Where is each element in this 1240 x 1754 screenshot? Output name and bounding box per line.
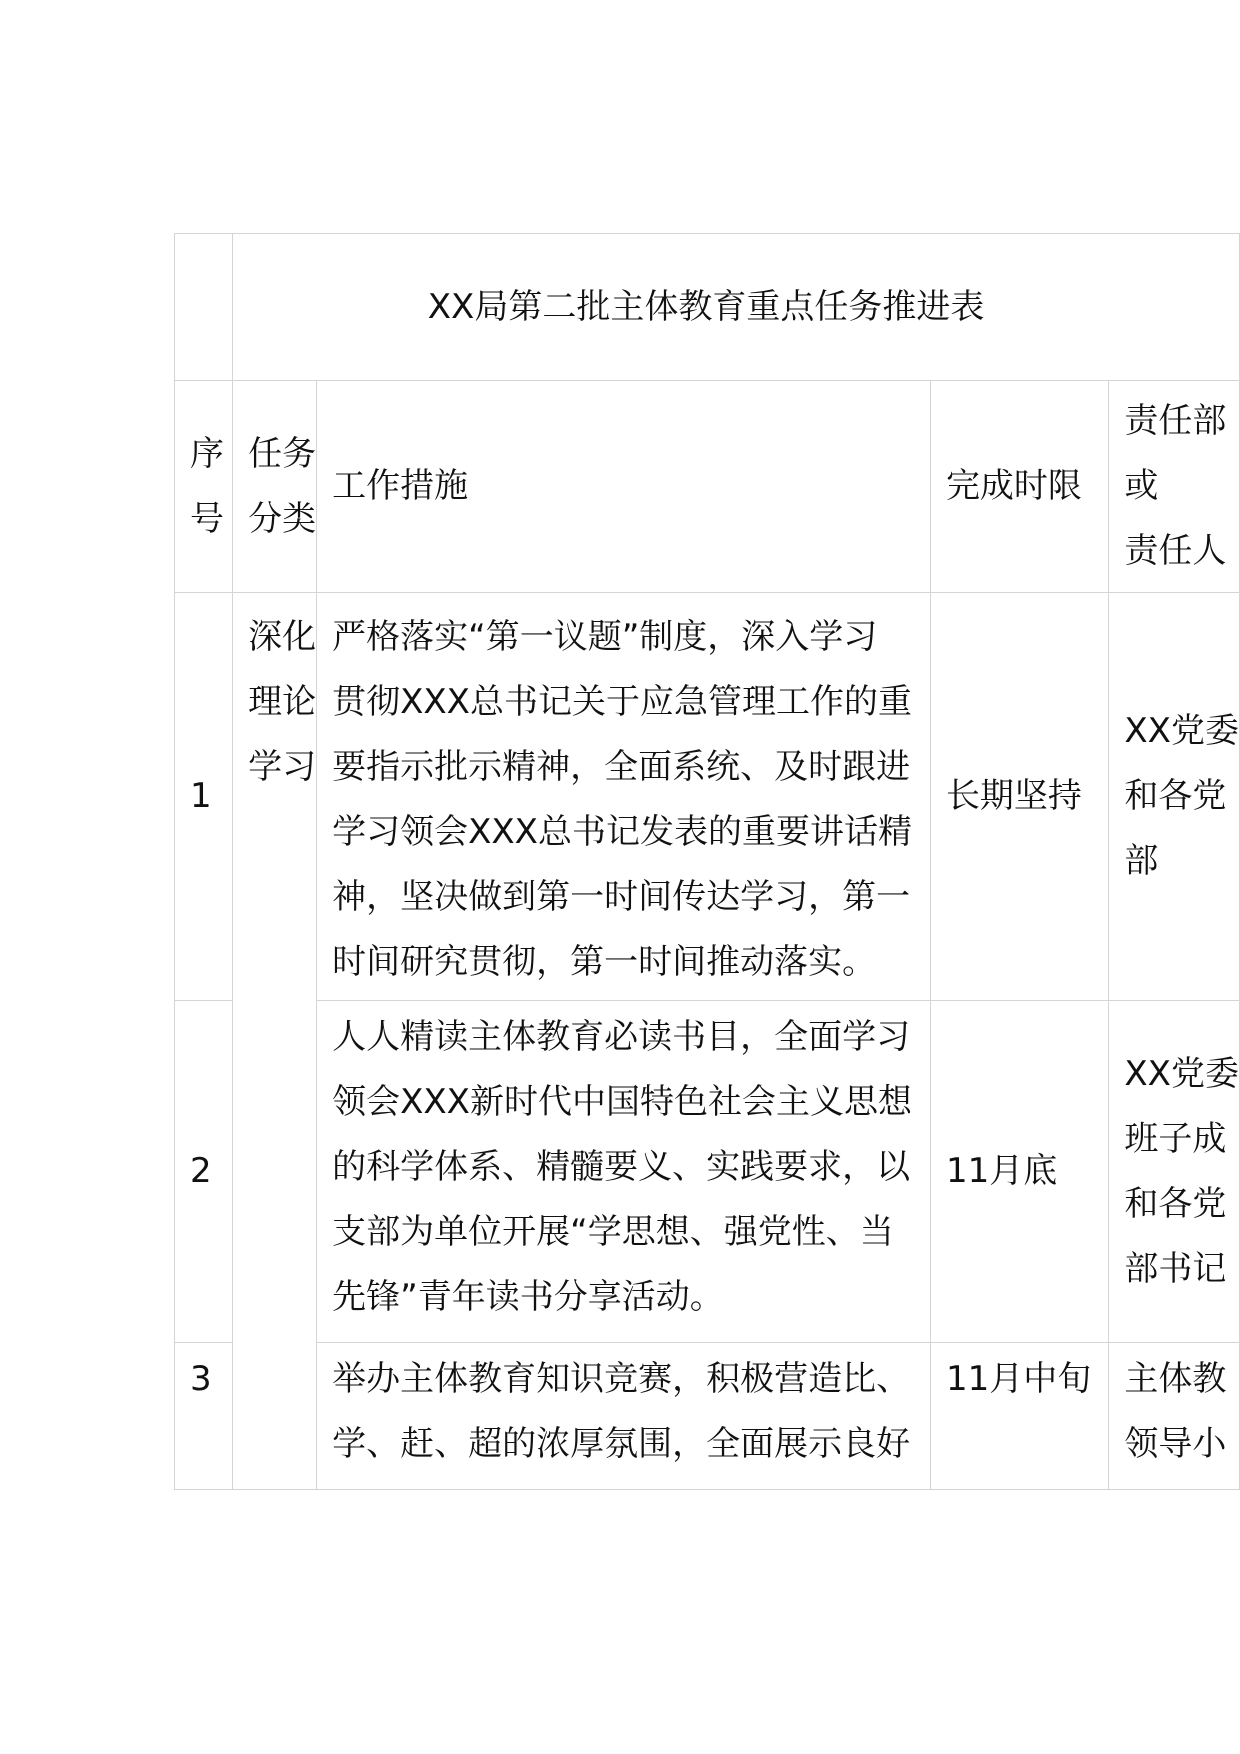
table-row bbox=[175, 1001, 1240, 1343]
header-row bbox=[175, 381, 1240, 593]
row-measures: 人人精读主体教育必读书目，全面学习 领会XXX新时代中国特色社会主义思想 的科学体系、精髓要义、实践要求，以 支部为单位开展“学思想、强党性、当 先锋”青年读书分享活动。 bbox=[317, 1001, 931, 1343]
row-deadline: 长期坚持 bbox=[930, 593, 1108, 1001]
header-owner: 责任部 或 责任人 bbox=[1109, 381, 1240, 593]
row-seq: 3 bbox=[175, 1343, 233, 1490]
row-owner: XX党委 班子成 和各党 部书记 bbox=[1109, 1001, 1240, 1343]
title-left-blank bbox=[175, 234, 233, 381]
table-title: XX局第二批主体教育重点任务推进表 bbox=[233, 234, 1240, 381]
table-row bbox=[175, 1343, 1240, 1490]
row-seq: 2 bbox=[175, 1001, 233, 1343]
header-seq: 序 号 bbox=[175, 381, 233, 593]
header-category: 任务 分类 bbox=[233, 381, 317, 593]
row-deadline: 11月中旬 bbox=[930, 1343, 1108, 1490]
header-deadline: 完成时限 bbox=[930, 381, 1108, 593]
row-measures: 举办主体教育知识竞赛，积极营造比、 学、赶、超的浓厚氛围，全面展示良好 bbox=[317, 1343, 931, 1490]
table-row bbox=[175, 593, 1240, 1001]
task-table bbox=[174, 233, 1240, 1490]
row-owner: 主体教 领导小 bbox=[1109, 1343, 1240, 1490]
row-owner: XX党委 和各党 部 bbox=[1109, 593, 1240, 1001]
header-measures: 工作措施 bbox=[317, 381, 931, 593]
category-cell: 深化 理论 学习 bbox=[233, 593, 317, 1490]
title-row bbox=[175, 234, 1240, 381]
row-deadline: 11月底 bbox=[930, 1001, 1108, 1343]
row-measures: 严格落实“第一议题”制度，深入学习 贯彻XXX总书记关于应急管理工作的重 要指示批示精神，全面系统、及时跟进 学习领会XXX总书记发表的重要讲话精 神，坚决做到第一时间传达学习，第一 时间研究贯彻，第一时间推动落实。 bbox=[317, 593, 931, 1001]
row-seq: 1 bbox=[175, 593, 233, 1001]
